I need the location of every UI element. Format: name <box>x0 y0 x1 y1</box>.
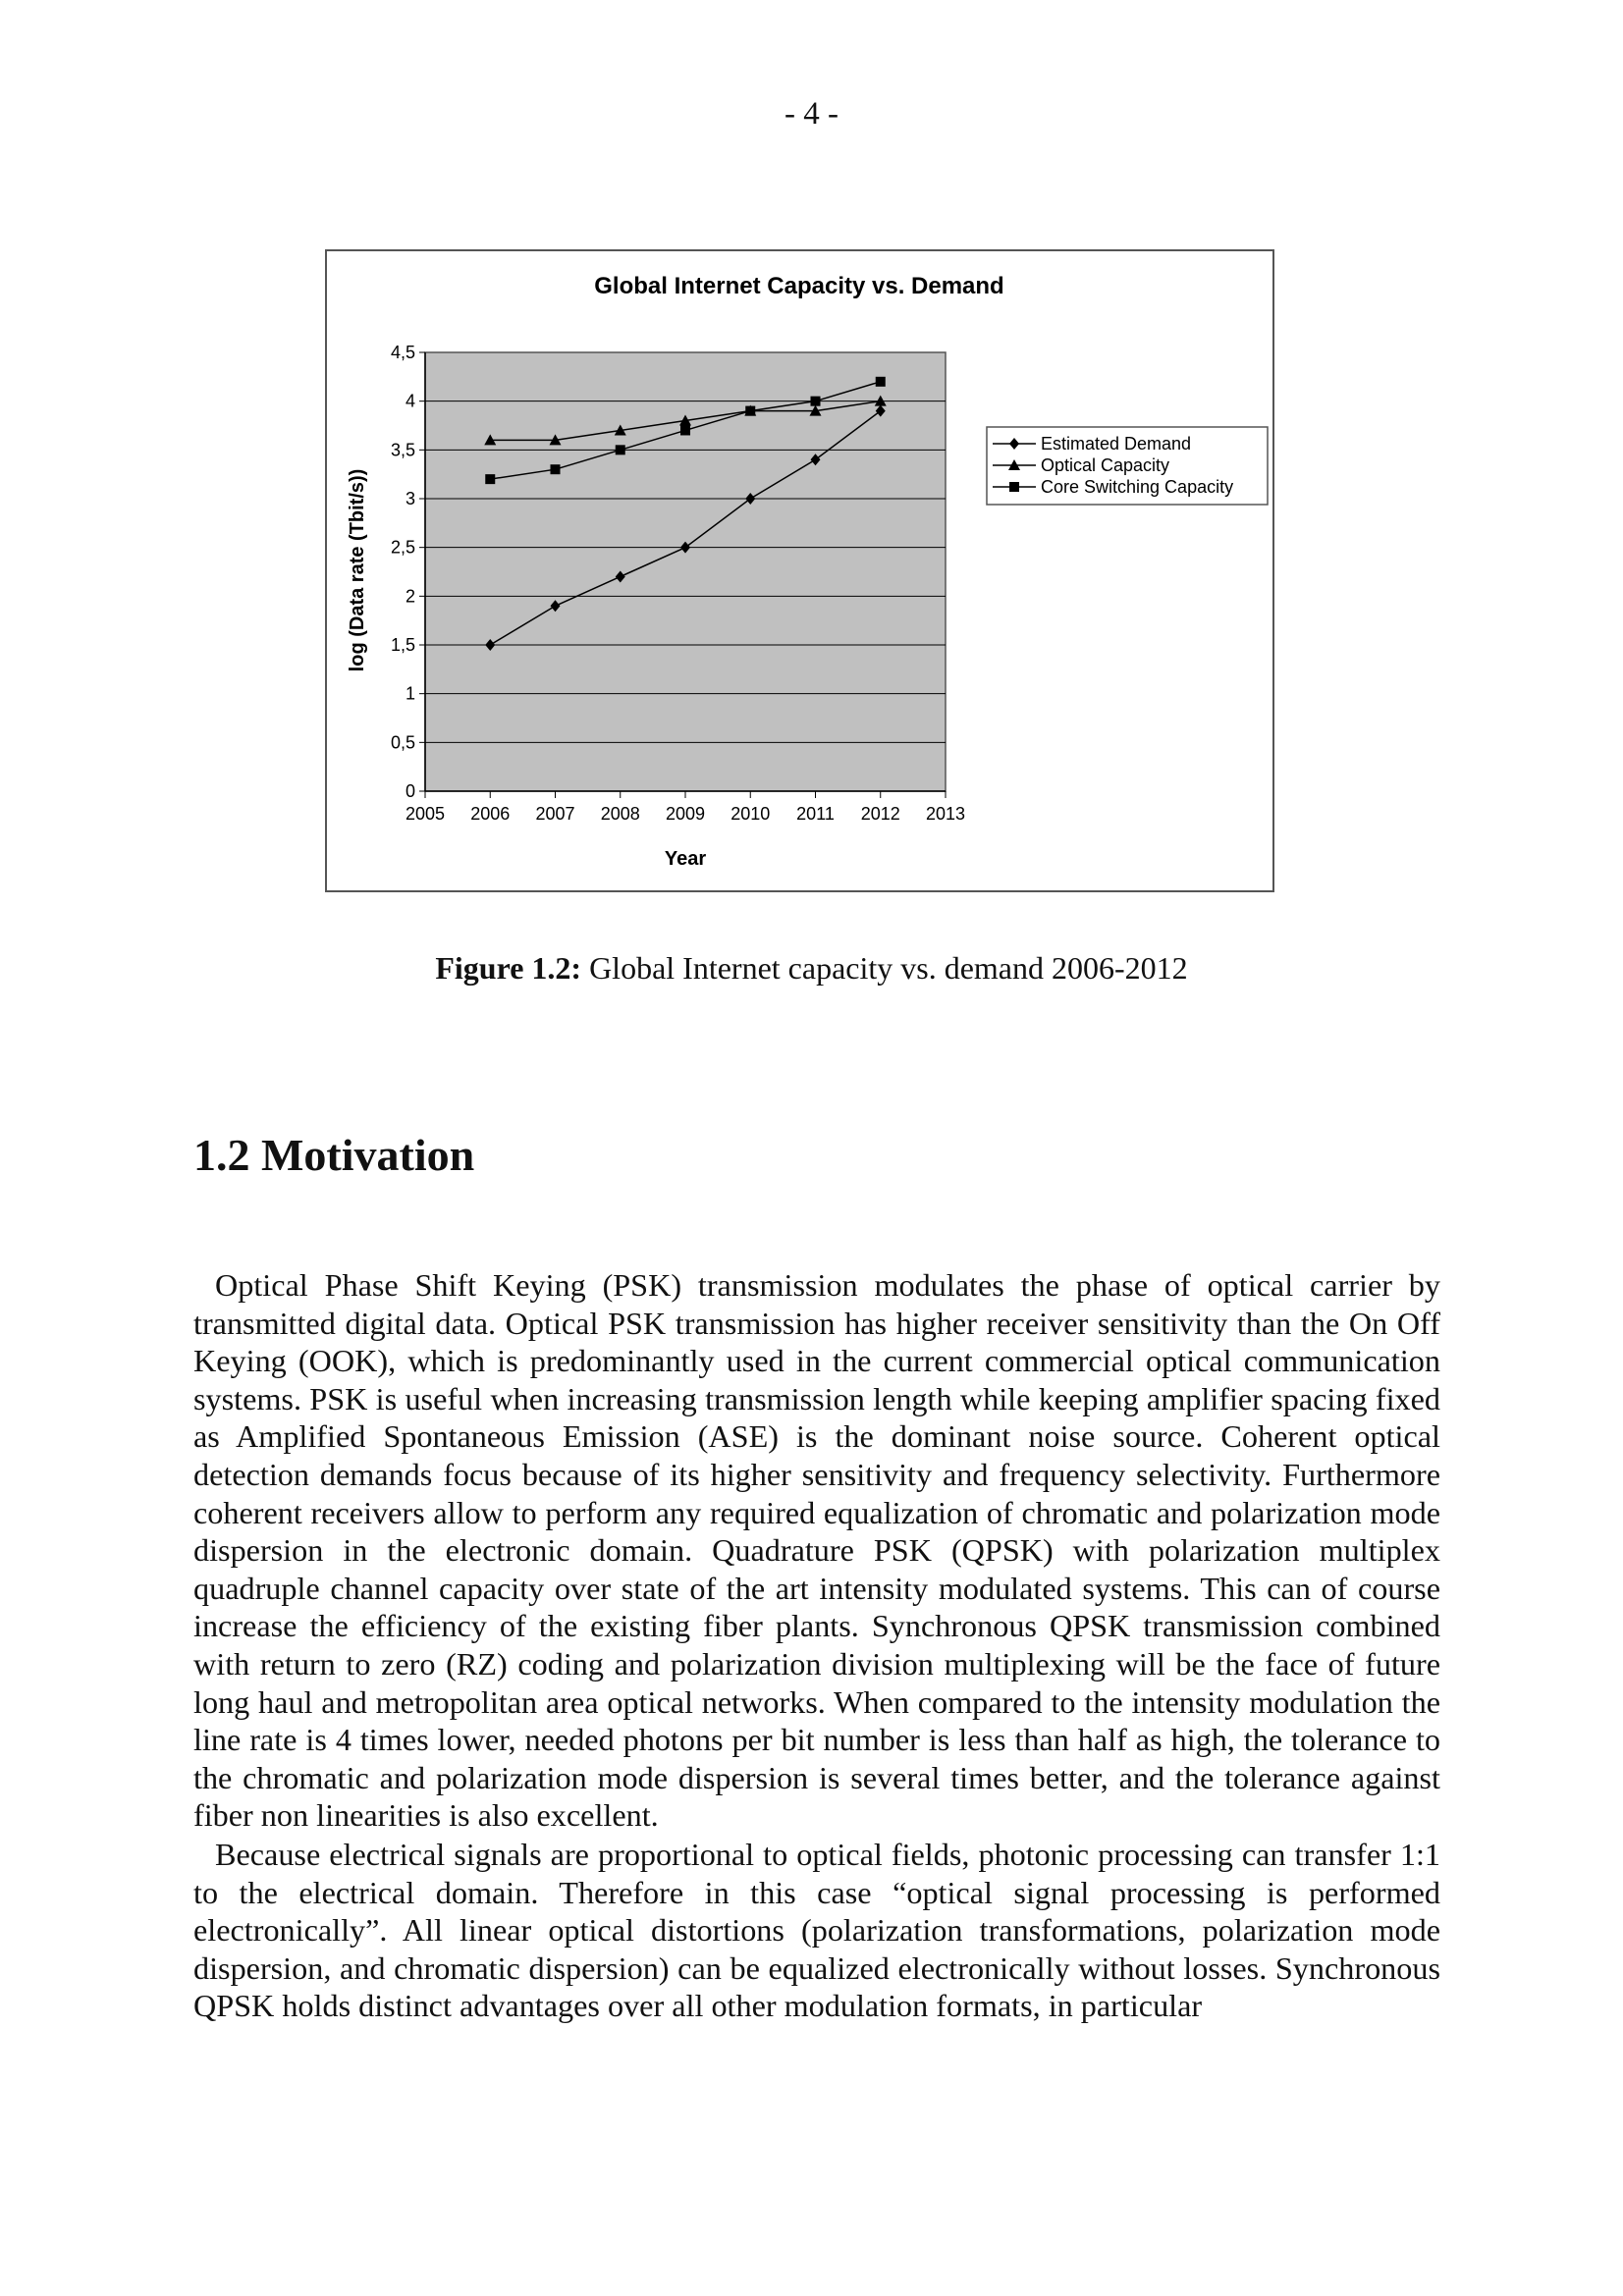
x-tick-label: 2010 <box>730 804 771 824</box>
legend-marker <box>1009 482 1019 492</box>
y-tick-label: 4,5 <box>390 343 415 362</box>
x-tick-label: 2011 <box>796 804 835 824</box>
data-point-series-3 <box>745 406 755 416</box>
figure-caption-label: Figure 1.2: <box>435 950 582 986</box>
y-tick-label: 2 <box>405 586 415 607</box>
legend-label: Core Switching Capacity <box>1041 477 1234 497</box>
x-tick-label: 2013 <box>925 804 966 824</box>
x-tick-label: 2012 <box>860 804 900 824</box>
y-tick-label: 1,5 <box>390 635 415 655</box>
page-number: - 4 - <box>784 96 839 132</box>
y-tick-label: 2,5 <box>390 537 415 558</box>
y-tick-label: 0,5 <box>390 732 415 753</box>
body-paragraph: Optical Phase Shift Keying (PSK) transmission modulates the phase of optical carrier by transmitted digital data. Optical PSK transmission has higher receiver sensitivity than the On Off Keying (OOK), which is predominantly used in the current commercial optical communication systems. PSK is useful when increasing transmission length while keeping amplifier spacing fixed as Amplified Spontaneous Emission (ASE) is the dominant noise source. Coherent optical detection demands focus because of its higher sensitivity and frequency selectivity. Furthermore coherent receivers allow to perform any required equalization of chromatic and polarization mode dispersion in the electronic domain. Quadrature PSK (QPSK) with polarization multiplex quadruple channel capacity over state of the art intensity modulated systems. This can of course increase the efficiency of the existing fiber plants. Synchronous QPSK transmission combined with return to zero (RZ) coding and polarization division multiplexing will be the face of future long haul and metropolitan area optical networks. When compared to the intensity modulation the line rate is 4 times lower, needed photons per bit number is less than half as high, the tolerance to the chromatic and polarization mode dispersion is several times better, and the tolerance against fiber non linearities is also excellent. <box>193 1267 1440 1834</box>
data-point-series-3 <box>485 474 495 484</box>
chart-xlabel: Year <box>664 848 707 870</box>
x-tick-label: 2005 <box>405 804 446 824</box>
data-point-series-3 <box>616 445 625 454</box>
x-tick-label: 2006 <box>470 804 511 824</box>
legend-label: Optical Capacity <box>1041 455 1170 475</box>
chart-ylabel: log (Data rate (Tbit/s)) <box>347 468 368 672</box>
figure-chart <box>325 249 1274 892</box>
data-point-series-3 <box>551 464 561 474</box>
chart-title: Global Internet Capacity vs. Demand <box>594 273 1004 299</box>
data-point-series-3 <box>811 397 821 406</box>
y-tick-label: 3 <box>405 489 415 508</box>
y-tick-label: 4 <box>405 391 415 411</box>
y-tick-label: 3,5 <box>390 440 415 460</box>
section-heading: 1.2 Motivation <box>193 1130 475 1180</box>
x-tick-label: 2007 <box>535 804 575 824</box>
section-body <box>193 1266 1440 2025</box>
legend-label: Estimated Demand <box>1041 434 1192 454</box>
data-point-series-3 <box>876 377 886 387</box>
data-point-series-3 <box>680 425 690 435</box>
figure-caption <box>0 950 1623 987</box>
chart-svg <box>327 251 1272 890</box>
x-tick-label: 2009 <box>665 804 706 824</box>
chart-legend <box>987 427 1268 505</box>
x-tick-label: 2008 <box>600 804 640 824</box>
figure-caption-text: Global Internet capacity vs. demand 2006-2012 <box>581 950 1188 986</box>
y-tick-label: 0 <box>405 781 415 801</box>
y-tick-label: 1 <box>405 683 415 704</box>
body-paragraph: Because electrical signals are proportional to optical fields, photonic processing can transfer 1:1 to the electrical domain. Therefore in this case “optical signal processing is performed electronically”. All linear optical distortions (polarization transformations, polarization mode dispersion, and chromatic dispersion) can be equalized electronically without losses. Synchronous QPSK holds distinct advantages over all other modulation formats, in particular <box>193 1836 1440 2024</box>
